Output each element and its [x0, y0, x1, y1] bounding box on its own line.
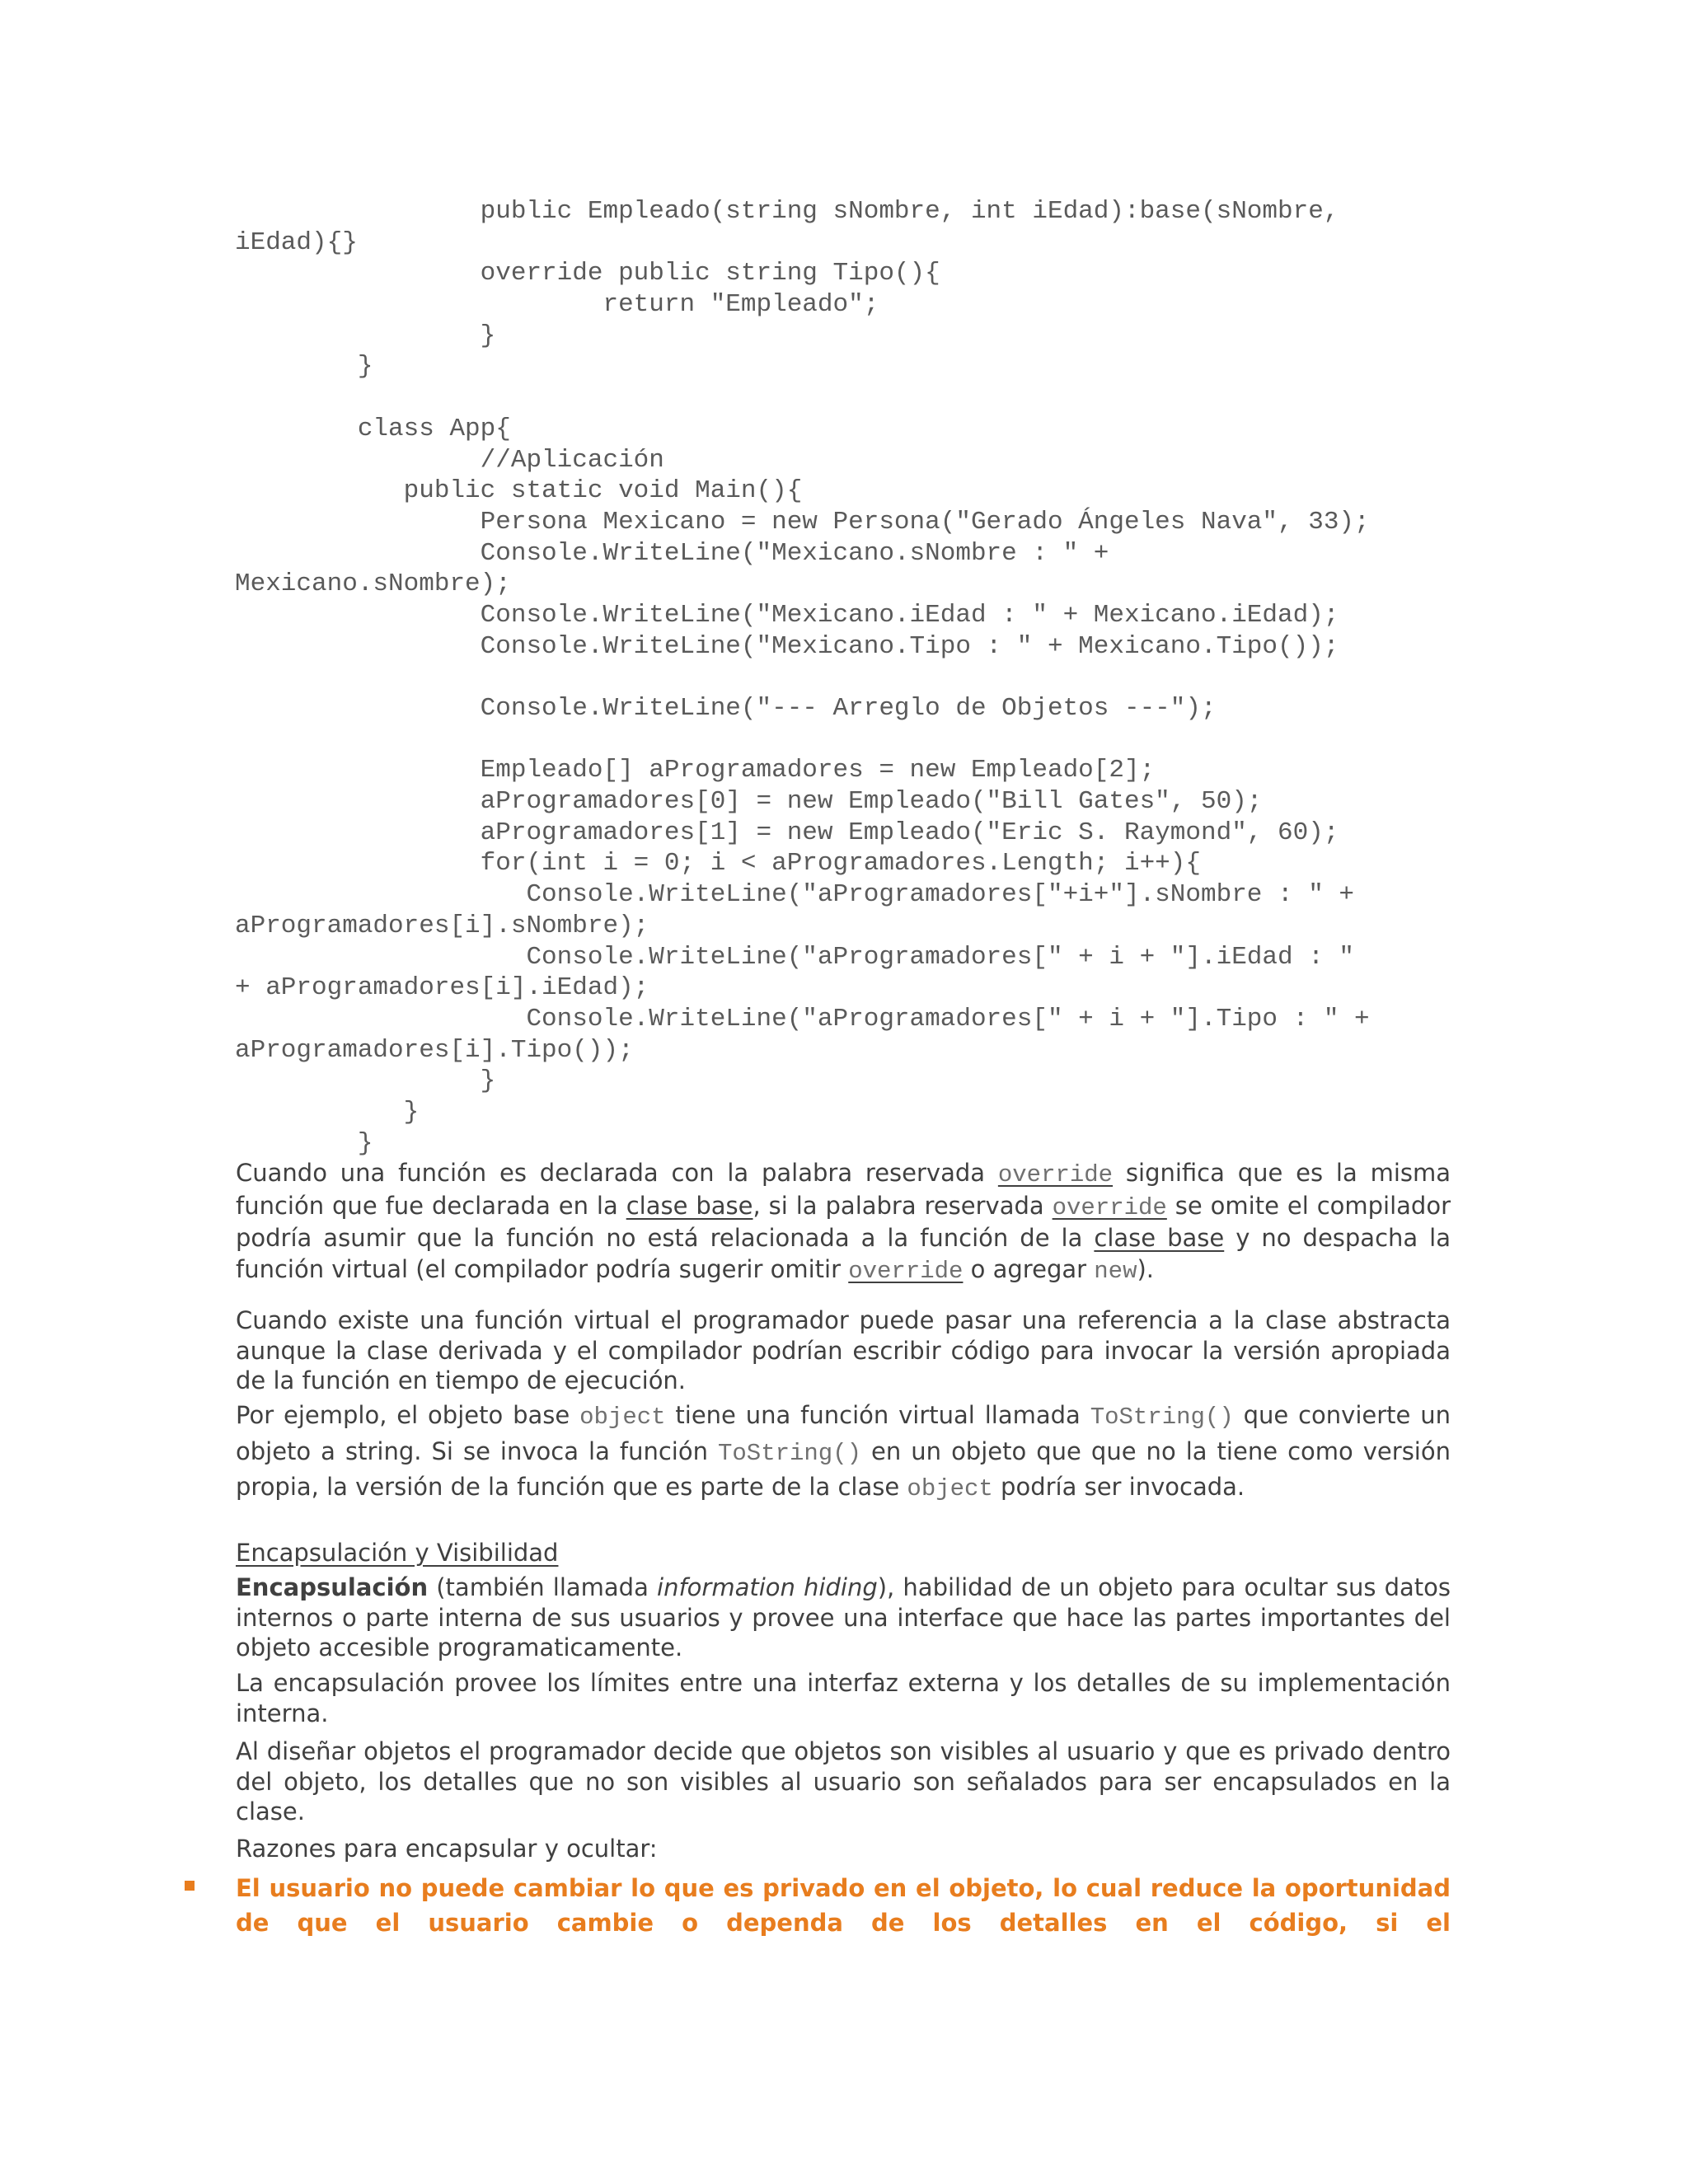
- code-line: aProgramadores[i].Tipo());: [235, 1035, 634, 1065]
- keyword-tostring: ToString(): [1090, 1404, 1234, 1431]
- code-line: Console.WriteLine("aProgramadores["+i+"].sNombre : " +: [235, 880, 1355, 910]
- text-run: se omite el compilador podría asumir que la función no está relacionada a la función de la: [236, 1191, 1451, 1252]
- code-line: Persona Mexicano = new Persona("Gerado Ángeles Nava", 33);: [235, 507, 1370, 537]
- code-line: + aProgramadores[i].iEdad);: [235, 973, 649, 1003]
- code-line: public static void Main(){: [235, 476, 803, 506]
- code-line: Mexicano.sNombre);: [235, 569, 511, 599]
- text-run: que convierte un objeto a string. Si se invoca la función: [236, 1401, 1451, 1465]
- code-line: public Empleado(string sNombre, int iEdad):base(sNombre,: [235, 197, 1339, 226]
- keyword-tostring: ToString(): [717, 1439, 862, 1467]
- paragraph-razones: Razones para encapsular y ocultar:: [236, 1835, 658, 1863]
- code-line: }: [235, 1128, 373, 1158]
- keyword-new: new: [1094, 1257, 1137, 1285]
- code-line: aProgramadores[i].sNombre);: [235, 911, 649, 940]
- text-run: significa que es la misma función que fue declarada en la: [236, 1159, 1451, 1220]
- text-run: en un objeto que que no la tiene como versión propia, la versión de la función que es parte de la clase: [236, 1436, 1451, 1501]
- paragraph-encapsulacion: [236, 1572, 1451, 1663]
- text-run: , si la palabra reservada: [753, 1191, 1053, 1220]
- code-line: return "Empleado";: [235, 290, 879, 320]
- text-run: o agregar: [963, 1254, 1095, 1283]
- code-line: aProgramadores[1] = new Empleado("Eric S. Raymond", 60);: [235, 818, 1339, 847]
- code-listing: [235, 196, 1455, 1159]
- code-line: }: [235, 321, 496, 350]
- paragraph-limites: La encapsulación provee los límites entre una interfaz externa y los detalles de su implementación interna.: [236, 1669, 1451, 1727]
- code-line: Console.WriteLine("Mexicano.sNombre : " +: [235, 538, 1109, 568]
- code-line: }: [235, 352, 373, 382]
- text-run: ), habilidad de un objeto para ocultar sus datos internos o parte interna de sus usuarios y provee una interface que hace las partes importantes del objeto accesible programaticamente.: [236, 1573, 1451, 1661]
- keyword-object: object: [579, 1404, 666, 1431]
- text-run: Por ejemplo, el objeto base: [236, 1401, 580, 1429]
- text-run: y no despacha la función virtual (el compilador podría sugerir omitir: [236, 1224, 1451, 1283]
- text-run: ).: [1137, 1254, 1155, 1283]
- code-line: [235, 382, 1455, 414]
- keyword-override: override: [1052, 1193, 1167, 1221]
- paragraph-disenar: Al diseñar objetos el programador decide que objetos son visibles al usuario y que es privado dentro del objeto, los detalles que no son visibles al usuario son señalados para ser encapsulados en la clase.: [236, 1737, 1451, 1825]
- keyword-override: override: [848, 1257, 964, 1285]
- text-run: podría ser invocada.: [992, 1473, 1245, 1501]
- code-line: Empleado[] aProgramadores = new Empleado[2];: [235, 756, 1156, 785]
- section-heading-text: Encapsulación y Visibilidad: [236, 1539, 559, 1567]
- code-line: for(int i = 0; i < aProgramadores.Length; i++){: [235, 849, 1201, 879]
- code-line: }: [235, 1066, 496, 1096]
- term-information-hiding: information hiding: [657, 1573, 878, 1601]
- code-line: Console.WriteLine("Mexicano.Tipo : " + Mexicano.Tipo());: [235, 631, 1339, 661]
- code-line: iEdad){}: [235, 227, 358, 257]
- code-line: [235, 724, 1455, 756]
- code-line: //Aplicación: [235, 445, 664, 475]
- text-run: Cuando una función es declarada con la palabra reservada: [236, 1159, 998, 1187]
- paragraph-override: [236, 1158, 1451, 1286]
- term-encapsulacion: Encapsulación: [236, 1573, 429, 1601]
- code-line: [235, 662, 1455, 693]
- text-run: tiene una función virtual llamada: [665, 1401, 1090, 1429]
- code-line: override public string Tipo(){: [235, 259, 940, 288]
- link-clase-base: clase base: [1094, 1224, 1225, 1252]
- keyword-override: override: [997, 1161, 1114, 1188]
- code-line: Console.WriteLine("Mexicano.iEdad : " + Mexicano.iEdad);: [235, 600, 1339, 630]
- bullet-item: El usuario no puede cambiar lo que es privado en el objeto, lo cual reduce la oportunidad de que el usuario cambie o dependa de los detalles en el código, si el: [236, 1874, 1451, 1937]
- link-clase-base: clase base: [626, 1191, 753, 1220]
- section-heading: [236, 1537, 1451, 1568]
- text-run: (también llamada: [428, 1573, 658, 1601]
- code-line: aProgramadores[0] = new Empleado("Bill Gates", 50);: [235, 787, 1263, 817]
- code-line: class App{: [235, 414, 511, 443]
- bullet-marker: [185, 1881, 195, 1891]
- code-line: }: [235, 1097, 420, 1127]
- paragraph-tostring: [236, 1399, 1451, 1507]
- paragraph-virtual: Cuando existe una función virtual el programador puede pasar una referencia a la clase abstracta aunque la clase derivada y el compilador podrían escribir código para invocar la versión apropiada de la función en tiempo de ejecución.: [236, 1306, 1451, 1394]
- keyword-object: object: [907, 1475, 993, 1502]
- code-line: Console.WriteLine("aProgramadores[" + i + "].iEdad : ": [235, 942, 1355, 972]
- code-line: Console.WriteLine("aProgramadores[" + i + "].Tipo : " +: [235, 1004, 1370, 1033]
- code-line: Console.WriteLine("--- Arreglo de Objetos ---");: [235, 694, 1217, 723]
